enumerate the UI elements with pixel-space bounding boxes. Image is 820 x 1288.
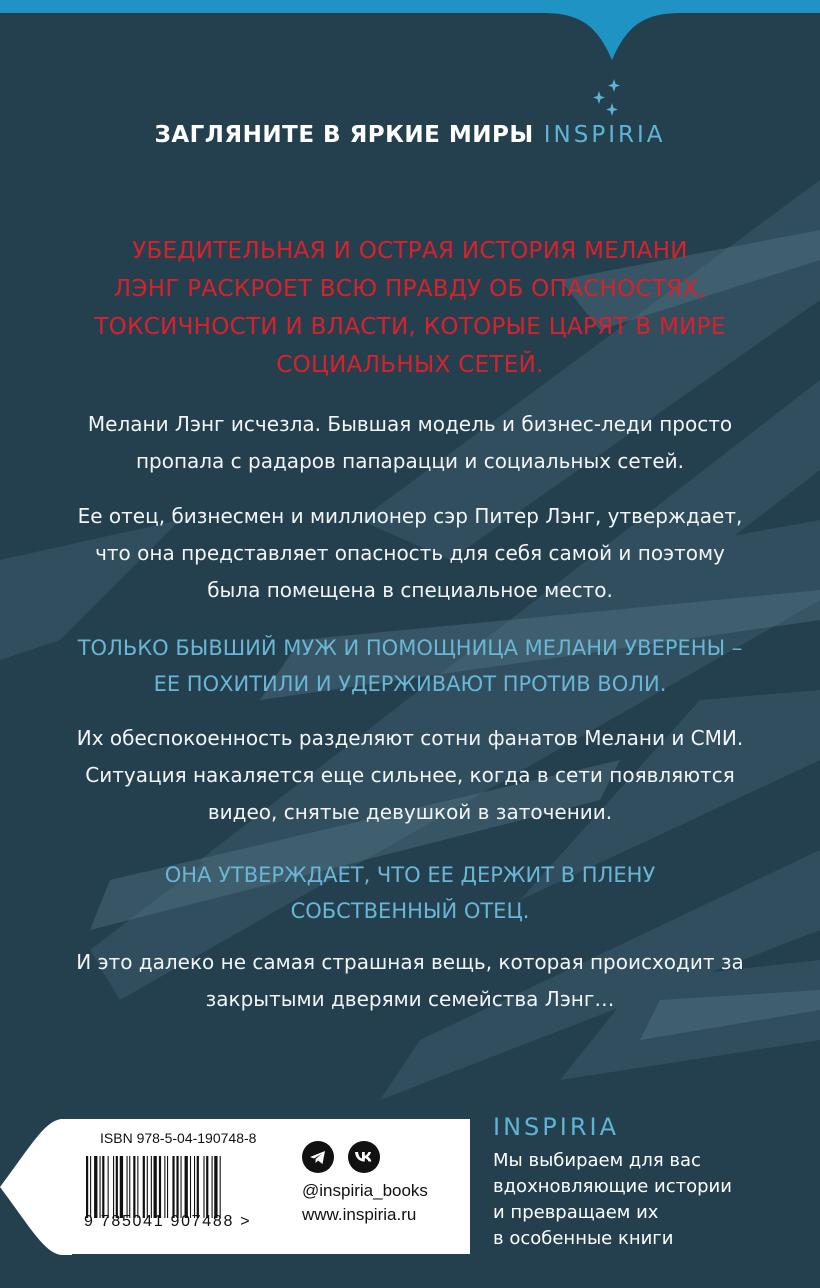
lead-line: СОЦИАЛЬНЫХ СЕТЕЙ. [276, 352, 544, 378]
paragraph-2 [0, 498, 820, 609]
series-brand: INSPIRIA [543, 122, 666, 148]
barcode-bar [190, 1156, 191, 1218]
vk-icon[interactable] [348, 1141, 380, 1173]
text-line: что она представляет опасность для себя самой и поэтому [95, 541, 725, 565]
publisher-brand: INSPIRIA [493, 1113, 619, 1141]
lead-text [0, 232, 820, 384]
social-handle-link[interactable]: @inspiria_books [302, 1181, 428, 1200]
series-slogan: ЗАГЛЯНИТЕ В ЯРКИЕ МИРЫ [154, 122, 534, 148]
paragraph-4 [0, 944, 820, 1018]
highlight-line: ТОЛЬКО БЫВШИЙ МУЖ И ПОМОЩНИЦА МЕЛАНИ УВЕРЕНЫ – [77, 636, 743, 660]
barcode-bar [102, 1156, 104, 1218]
lead-line: ЛЭНГ РАСКРОЕТ ВСЮ ПРАВДУ ОБ ОПАСНОСТЯХ, [113, 276, 707, 302]
barcode-bar [212, 1156, 213, 1218]
isbn-number: ISBN 978-5-04-190748-8 [100, 1130, 257, 1146]
text-line: закрытыми дверями семейства Лэнг… [205, 987, 615, 1011]
text-line: Мелани Лэнг исчезла. Бывшая модель и бизнес-леди просто [87, 412, 733, 436]
barcode-bar [113, 1156, 114, 1218]
barcode-bar [94, 1156, 97, 1218]
text-line: была помещена в специальное место. [207, 578, 613, 602]
text-line: И это далеко не самая страшная вещь, которая происходит за [76, 950, 744, 974]
barcode-bar [151, 1156, 152, 1218]
barcode-bar [147, 1156, 148, 1218]
paragraph-3 [0, 720, 820, 831]
barcode-bar [154, 1156, 157, 1218]
tagline-line: и превращаем их [493, 1202, 659, 1223]
sparkle-icon [592, 79, 624, 117]
barcode-bar [127, 1156, 128, 1218]
highlight-line: СОБСТВЕННЫЙ ОТЕЦ. [290, 899, 530, 923]
barcode-bar [214, 1156, 217, 1218]
website-link[interactable]: www.inspiria.ru [302, 1205, 417, 1224]
text-line: пропала с радаров папарацци и социальных сетей. [135, 449, 685, 473]
paragraph-1 [0, 406, 820, 480]
barcode-bar [203, 1156, 204, 1218]
barcode-bar [185, 1156, 188, 1218]
barcode-bar [86, 1156, 88, 1218]
barcode-bar [100, 1156, 101, 1218]
series-header [0, 122, 820, 148]
telegram-glyph [302, 1141, 334, 1173]
text-line: Ее отец, бизнесмен и миллионер сэр Питер Лэнг, утверждает, [77, 504, 743, 528]
barcode-bar [143, 1156, 145, 1218]
barcode-digits: 9 785041 907488 > [84, 1213, 252, 1230]
barcode-bar [176, 1156, 178, 1218]
barcode-bar [194, 1156, 195, 1218]
top-tab [0, 0, 820, 65]
barcode-bar [90, 1156, 91, 1218]
lead-line: ТОКСИЧНОСТИ И ВЛАСТИ, КОТОРЫЕ ЦАРЯТ В МИРЕ [94, 314, 726, 340]
publisher-tagline [493, 1148, 803, 1252]
barcode-bar [206, 1156, 208, 1218]
highlight-line: ОНА УТВЕРЖДАЕТ, ЧТО ЕЕ ДЕРЖИТ В ПЛЕНУ [164, 863, 656, 887]
tagline-line: вдохновляющие истории [493, 1176, 732, 1197]
text-line: видео, снятые девушкой в заточении. [207, 800, 613, 824]
barcode-bar [137, 1156, 138, 1218]
barcode-bar [133, 1156, 135, 1218]
barcode-bar [116, 1156, 118, 1218]
barcode-bar [159, 1156, 161, 1218]
tagline-line: Мы выбираем для вас [493, 1150, 701, 1171]
barcode-bar [181, 1156, 182, 1218]
barcode-bar [197, 1156, 199, 1218]
highlight-line: ЕЕ ПОХИТИЛИ И УДЕРЖИВАЮТ ПРОТИВ ВОЛИ. [153, 672, 667, 696]
text-line: Их обеспокоенность разделяют сотни фанатов Мелани и СМИ. [76, 726, 744, 750]
telegram-icon[interactable] [302, 1141, 334, 1173]
barcode-bar [167, 1156, 168, 1218]
highlight-1 [0, 630, 820, 702]
barcode-bar [108, 1156, 109, 1218]
barcode-bar [172, 1156, 174, 1218]
text-line: Ситуация накаляется еще сильнее, когда в сети появляются [85, 763, 735, 787]
barcode-bar [164, 1156, 165, 1218]
lead-line: УБЕДИТЕЛЬНАЯ И ОСТРАЯ ИСТОРИЯ МЕЛАНИ [132, 238, 688, 264]
barcode-bar [120, 1156, 123, 1218]
highlight-2 [0, 857, 820, 929]
barcode-bar [129, 1156, 130, 1218]
tagline-line: в особенные книги [493, 1228, 674, 1249]
vk-glyph [348, 1141, 380, 1173]
barcode-bar [220, 1156, 221, 1218]
